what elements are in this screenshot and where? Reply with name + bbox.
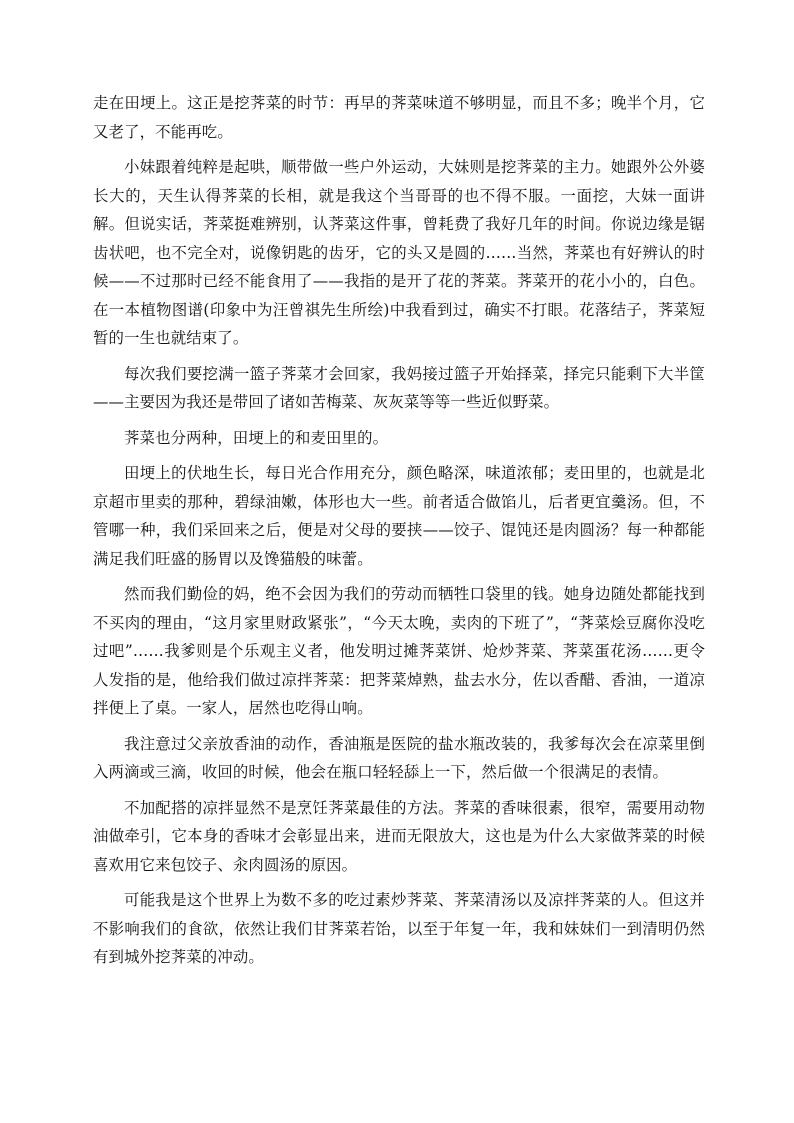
paragraph-3: 每次我们要挖满一篮子荠菜才会回家，我妈接过篮子开始择菜，择完只能剩下大半筐——主要因为我还是带回了诸如苦梅菜、灰灰菜等等一些近似野菜。	[93, 364, 705, 411]
paragraph-5: 田埂上的伏地生长，每日光合作用充分，颜色略深，味道浓郁；麦田里的，也就是北京超市里卖的那种，碧绿油嫩，体形也大一些。前者适合做馅儿，后者更宜羹汤。但，不管哪一种，我们采回来之后，便是对父母的要挟——饺子、馄饨还是肉圆汤？每一种都能满足我们旺盛的肠胃以及馋猫般的味蕾。	[93, 464, 705, 568]
document-body	[93, 89, 705, 979]
paragraph-9: 可能我是这个世界上为数不多的吃过素炒荠菜、荠菜清汤以及凉拌荠菜的人。但这并不影响我们的食欲，依然让我们甘荠菜若饴，以至于年复一年，我和妹妹们一到清明仍然有到城外挖荠菜的冲动。	[93, 891, 705, 966]
paragraph-8: 不加配搭的凉拌显然不是烹饪荠菜最佳的方法。荠菜的香味很素，很窄，需要用动物油做牵引，它本身的香味才会彰显出来，进而无限放大，这也是为什么大家做荠菜的时候喜欢用它来包饺子、汆肉圆汤的原因。	[93, 798, 705, 874]
paragraph-7: 我注意过父亲放香油的动作，香油瓶是医院的盐水瓶改装的，我爹每次会在凉菜里倒入两滴或三滴，收回的时候，他会在瓶口轻轻舔上一下，然后做一个很满足的表情。	[93, 734, 705, 781]
paragraph-6: 然而我们勤俭的妈，绝不会因为我们的劳动而牺牲口袋里的钱。她身边随处都能找到不买肉的理由，“这月家里财政紧张”，“今天太晚，卖肉的下班了”，“荠菜烩豆腐你没吃过吧”……我爹则是个乐观主义者，他发明过摊荠菜饼、炝炒荠菜、荠菜蛋花汤……更令人发指的是，他给我们做过凉拌荠菜：把荠菜焯熟，盐去水分，佐以香醋、香油，一道凉拌便上了桌。一家人，居然也吃得山响。	[93, 585, 705, 717]
paragraph-4: 荠菜也分两种，田埂上的和麦田里的。	[124, 428, 389, 447]
paragraph-2: 小妹跟着纯粹是起哄，顺带做一些户外运动，大妹则是挖荠菜的主力。她跟外公外婆长大的，天生认得荠菜的长相，就是我这个当哥哥的也不得不服。一面挖，大妹一面讲解。但说实话，荠菜挺难辨别，认荠菜这件事，曾耗费了我好几年的时间。你说边缘是锯齿状吧，也不完全对，说像钥匙的齿牙，它的头又是圆的……当然，荠菜也有好辨认的时候——不过那时已经不能食用了——我指的是开了花的荠菜。荠菜开的花小小的，白色。在一本植物图谱(印象中为汪曾祺先生所绘)中我看到过，确实不打眼。花落结子，荠菜短暂的一生也就结束了。	[93, 158, 705, 347]
paragraph-1: 走在田埂上。这正是挖荠菜的时节：再早的荠菜味道不够明显，而且不多；晚半个月，它又老了，不能再吃。	[93, 94, 705, 141]
